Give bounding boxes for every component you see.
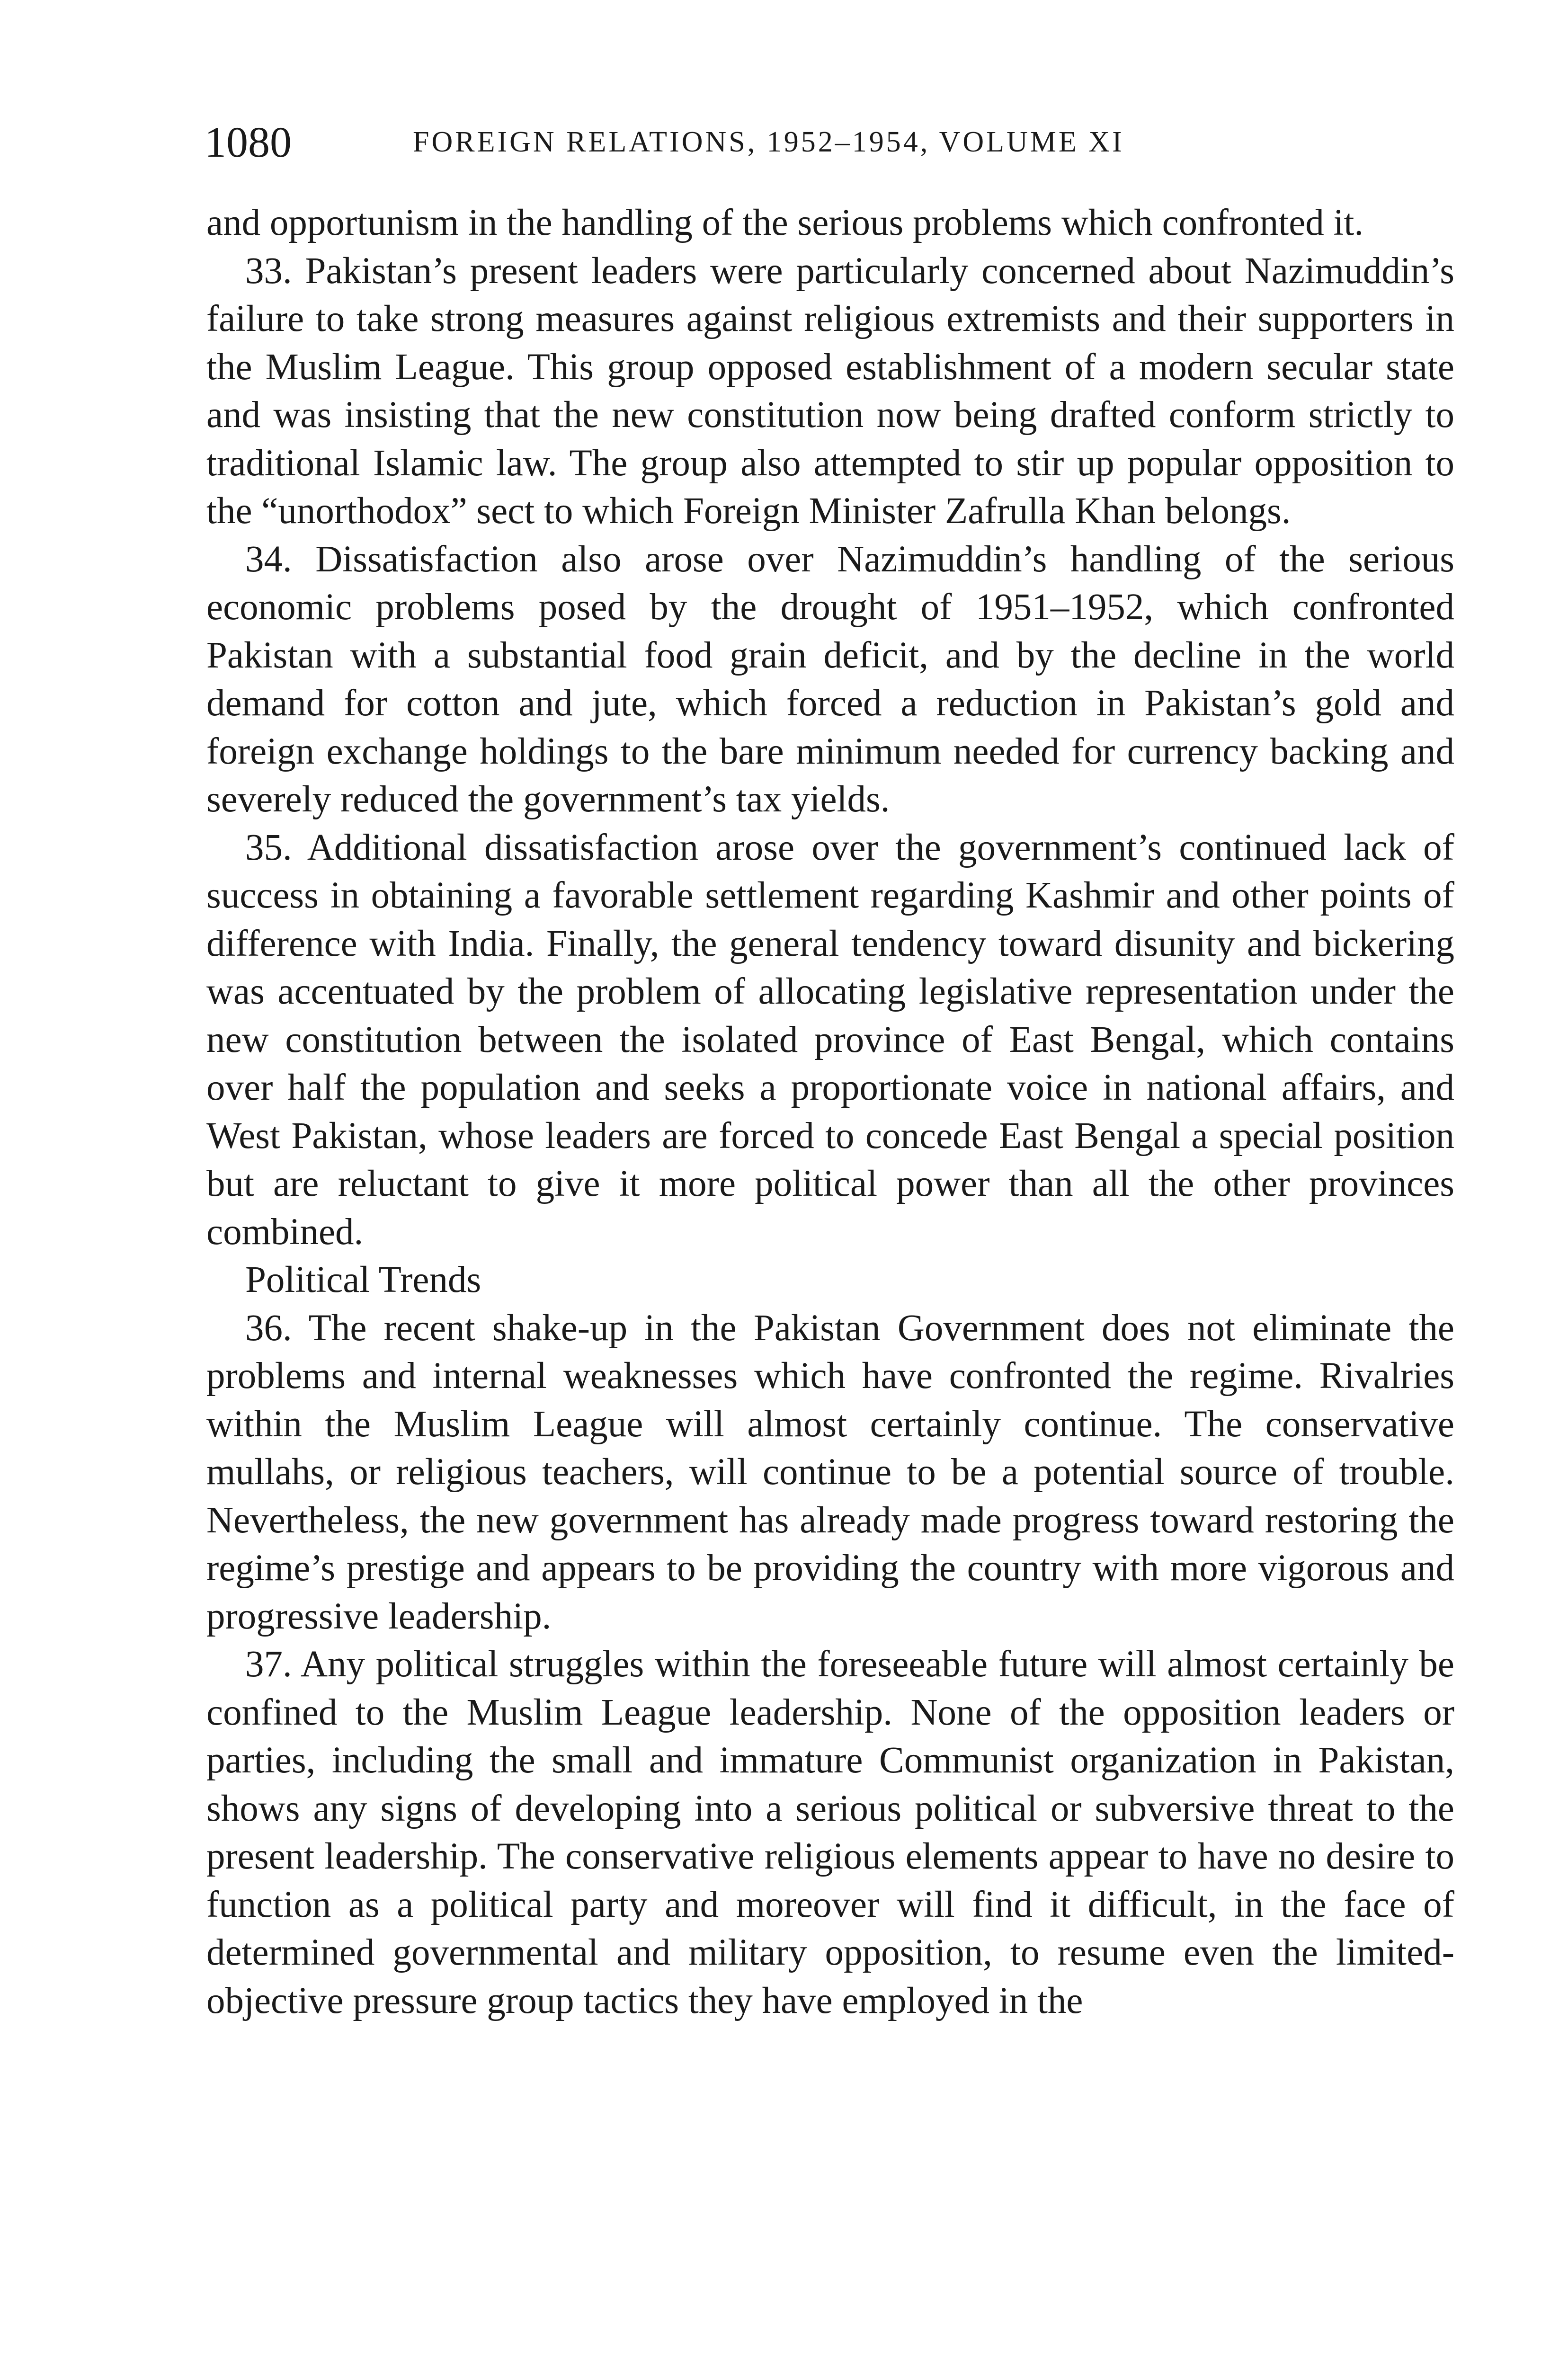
paragraph-33: 33. Pakistan’s present leaders were particularly concerned about Nazimuddin’s failure to take strong measures against religious extremists and their supporters in the Muslim League. This group opposed establishment of a modern secular state and was insisting that the new constitution now being drafted conform strictly to traditional Islamic law. The group also attempted to stir up popular opposition to the “unorthodox” sect to which Foreign Minister Zafrulla Khan belongs. — [206, 250, 1454, 532]
paragraph-36: 36. The recent shake-up in the Pakistan Government does not eliminate the problems and internal weaknesses which have confronted the regime. Rivalries within the Muslim League will almost certainly continue. The conservative mullahs, or religious teachers, will continue to be a potential source of trouble. Nevertheless, the new government has already made progress toward restoring the regime’s prestige and appears to be providing the country with more vigorous and progressive leadership. — [206, 1307, 1454, 1637]
paragraph-37: 37. Any political struggles within the foreseeable future will almost certainly be confined to the Muslim League leadership. None of the opposition leaders or parties, including the small and immature Communist organization in Pakistan, shows any signs of developing into a serious political or subversive threat to the present leadership. The conservative religious elements appear to have no desire to function as a political party and moreover will find it difficult, in the face of determined governmental and military opposition, to resume even the limited-objective pressure group tactics they have employed in the — [206, 1644, 1454, 2021]
page-number: 1080 — [205, 118, 292, 166]
body-text — [206, 199, 1454, 2025]
paragraph-35: 35. Additional dissatisfaction arose over the government’s continued lack of success in obtaining a favorable settlement regarding Kashmir and other points of difference with India. Finally, the general tendency toward disunity and bickering was accentuated by the problem of allocating legislative representation under the new constitution between the isolated province of East Bengal, which contains over half the population and seeks a proportionate voice in national affairs, and West Pakistan, whose leaders are forced to concede East Bengal a special position but are reluctant to give it more political power than all the other provinces combined. — [206, 827, 1454, 1253]
running-head: FOREIGN RELATIONS, 1952–1954, VOLUME XI — [413, 126, 1124, 158]
page-header — [205, 114, 1454, 170]
paragraph-continued: and opportunism in the handling of the serious problems which confronted it. — [206, 202, 1364, 243]
section-heading-political-trends: Political Trends — [245, 1259, 481, 1300]
paragraph-34: 34. Dissatisfaction also arose over Nazimuddin’s handling of the serious economic problems posed by the drought of 1951–1952, which confronted Pakistan with a substantial food grain deficit, and by the decline in the world demand for cotton and jute, which forced a reduction in Pakistan’s gold and foreign exchange holdings to the bare minimum needed for currency backing and severely reduced the government’s tax yields. — [206, 538, 1454, 820]
